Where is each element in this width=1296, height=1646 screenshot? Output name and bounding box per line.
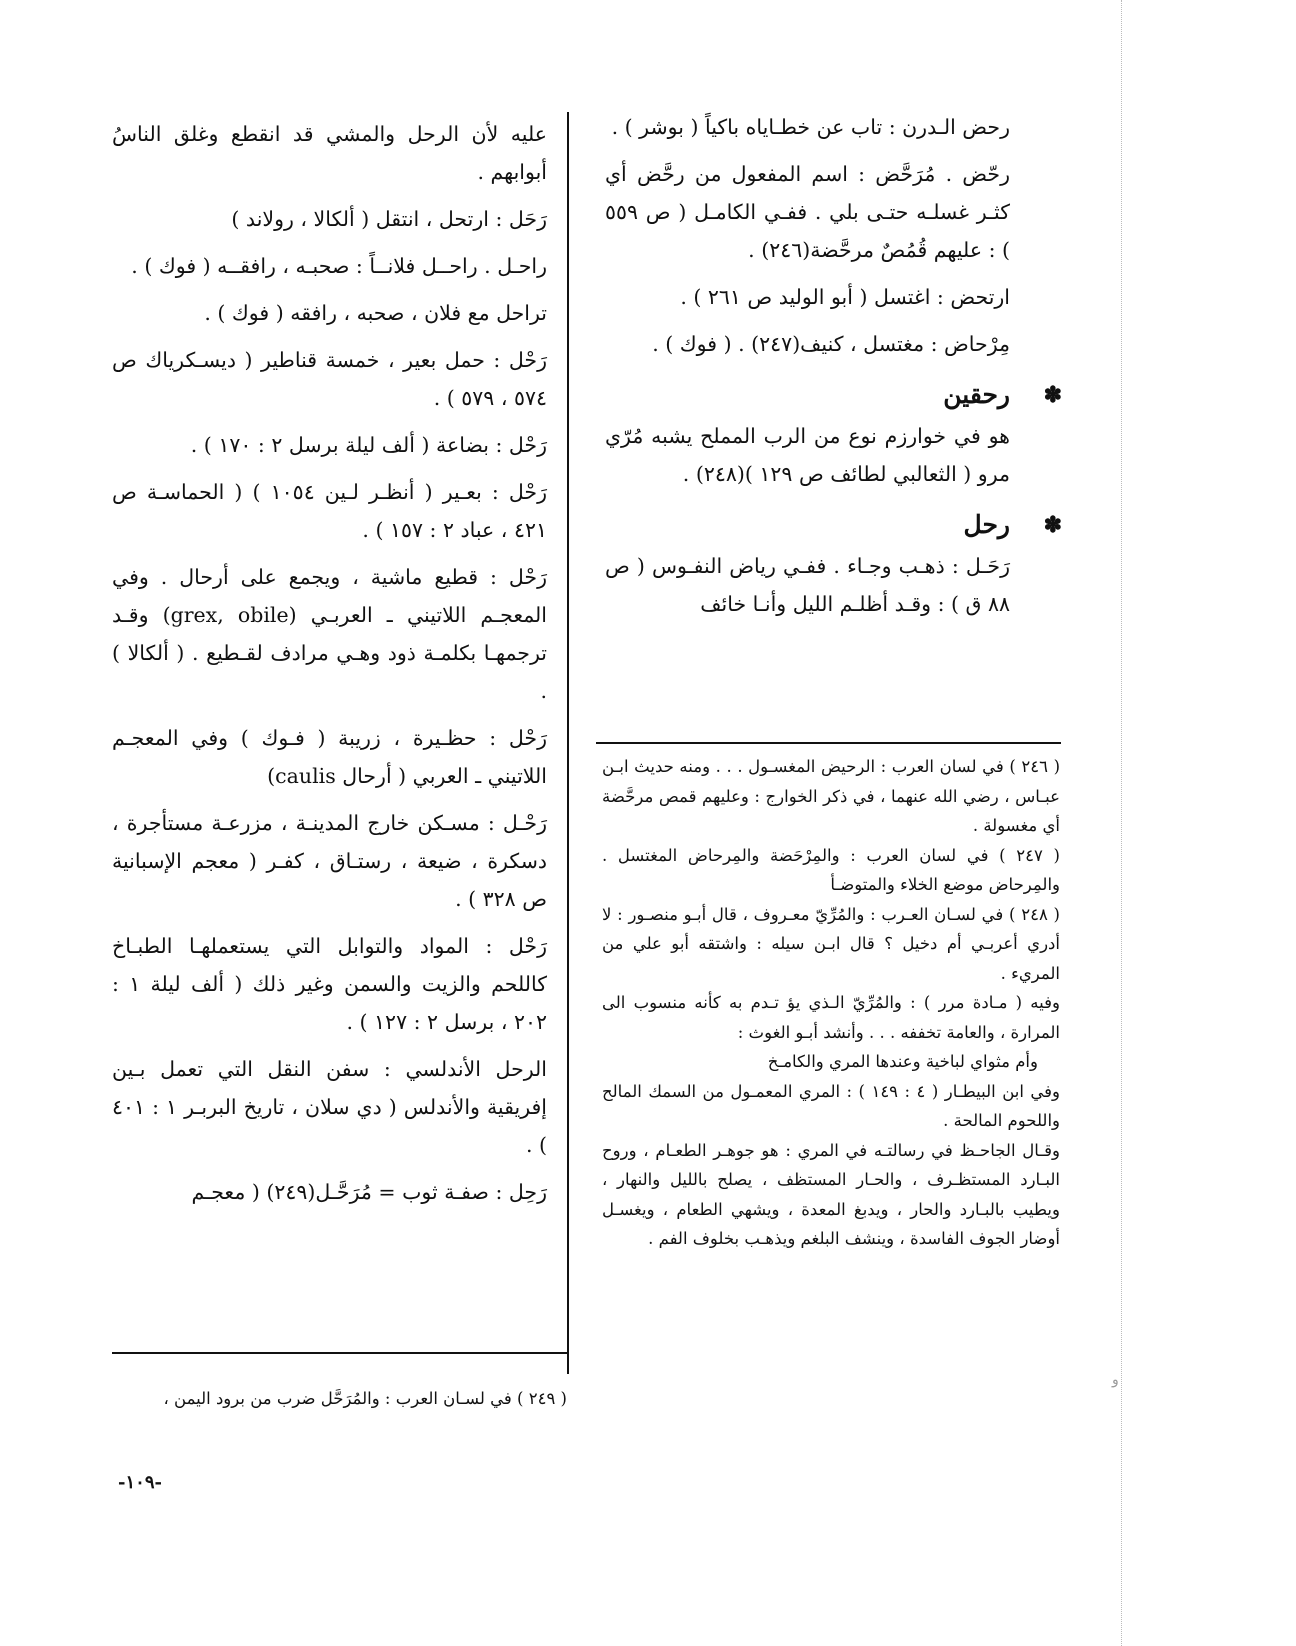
page-number: -١٠٩- — [118, 1472, 162, 1493]
entry-irtahad: ارتحض : اغتسل ( أبو الوليد ص ٢٦١ ) . — [680, 285, 1010, 309]
column-divider — [567, 112, 569, 1374]
heading-rahqin — [605, 375, 1062, 415]
right-column — [605, 108, 1062, 632]
heading-rahl-label: رحل — [963, 510, 1010, 539]
entry-rahl-maskan: رَحْـل : مسـكن خارج المدينـة ، مزرعـة مستأجرة ، دسكرة ، ضيعة ، رستـاق ، كفـر ( معجم الإسبانية ص ٣٢٨ ) . — [112, 811, 547, 911]
entry-rahala-def: رَحَـل : ذهـب وجـاء . ففـي رياض النفـوس ( ص ٨٨ ق ) : وقـد أظلـم الليل وأنـا خائف — [605, 554, 1010, 616]
footnote-249: ( ٢٤٩ ) في لسـان العرب : والمُرَحَّل ضرب من برود اليمن ، — [163, 1388, 567, 1408]
entry-mirhad: مِرْحاض : مغتسل ، كنيف(٢٤٧) . ( فوك ) . — [652, 332, 1010, 356]
footnote-246: ( ٢٤٦ ) في لسان العرب : الرحيض المغسـول . . . ومنه حديث ابـن عبـاس ، رضي الله عنهما ، في ذكر الخوارج : وعليهم قمص مرحَّضة أي مغسولة . — [602, 757, 1061, 835]
footnote-247: ( ٢٤٧ ) في لسان العرب : والمِرْحَضة والمِرحاض المغتسل . والمِرحاض موضع الخلاء والمتوضـأ — [602, 845, 1060, 894]
entry-rahil-thawb: رَحِل : صفـة ثوب = مُرَحَّـل(٢٤٩) ( معجـم — [191, 1180, 547, 1204]
entry-rahl-andalusi: الرحل الأندلسي : سفن النقل التي تعمل بـين إفريقية والأندلس ( دي سلان ، تاريخ البربـر ١ : ٤٠١ ) . — [112, 1057, 547, 1157]
footnote-divider — [596, 742, 1061, 744]
footnote-248-continued: وفيه ( مـادة مرر ) : والمُرِّيّ الـذي يؤ تـدم به كأنه منسوب الى المرارة ، والعامة تخففه . . . وأنشد أبـو الغوث : — [602, 993, 1060, 1042]
footnote-248-jahiz: وقـال الجاحـظ في رسالتـه في المري : هو جوهـر الطعـام ، وروح البـارد المستظـرف ، والحـار المستظف ، يصلح بالليل والنهار ، ويطيب بالبـارد والحار ، ويدبغ المعدة ، ويشهي الطعام ، ويغسـل أوضار الجوف الفاسدة ، وينشف البلغم ويذهـب بخلوف الفم . — [602, 1140, 1060, 1248]
heading-rahqin-label: رحقين — [943, 380, 1010, 409]
footnote-248-verse: وأم مثواي لباخية وعندها المري والكامـخ — [767, 1052, 1038, 1071]
entry-rahl-haml: رَحْل : حمل بعير ، خمسة قناطير ( ديسـكرياك ص ٥٧٤ ، ٥٧٩ ) . — [112, 348, 547, 410]
left-column — [112, 115, 547, 1220]
entry-rahl-bidaa: رَحْل : بضاعة ( ألف ليلة برسل ٢ : ١٧٠ ) . — [190, 433, 547, 457]
right-footnotes — [602, 752, 1060, 1254]
footnote-248-ibn-baytar: وفي ابن البيطـار ( ٤ : ١٤٩ ) : المري المعمـول من السمك المالح واللحوم المالحة . — [602, 1081, 1060, 1130]
asterisk-icon: ✽ — [1043, 382, 1062, 408]
entry-rahl-qati: رَحْل : قطيع ماشية ، ويجمع على أرحال . وفي المعجـم اللاتيني ـ العربـي (grex, obile) وقـد ترجمهـا بكلمـة ذود وهـي مرادف لقـطيع . ( ألكالا ) . — [112, 565, 547, 703]
entry-rahd-durn: رحض الـدرن : تاب عن خطـاياه باكياً ( بوشر ) . — [611, 115, 1010, 139]
entry-rahhad-murahhad: رحّض . مُرَحَّض : اسم المفعول من رحَّض أي كثـر غسلـه حتـى بلي . ففـي الكامـل ( ص ٥٥٩ ) : عليهم قُمُصٌ مرحَّضة(٢٤٦) . — [605, 162, 1010, 262]
entry-continuation: عليه لأن الرحل والمشي قد انقطع وغلق الناسُ أبوابهم . — [112, 122, 547, 184]
asterisk-icon: ✽ — [1043, 512, 1062, 538]
scan-margin-mark: ﻭ — [1112, 1372, 1119, 1388]
entry-rahl-hazira: رَحْل : حظـيرة ، زريبة ( فـوك ) وفي المعجـم اللاتيني ـ العربي ( أرحال caulis) — [112, 726, 547, 788]
footnote-248: ( ٢٤٨ ) في لسـان العـرب : والمُرِّيّ معـروف ، قال أبـو منصـور : لا أدري أعربـي أم دخيل ؟ قال ابـن سيله : واشتقه أبو علي من المريء . — [602, 904, 1060, 983]
footnote-divider-left — [112, 1352, 567, 1354]
entry-tarahal: تراحل مع فلان ، صحبه ، رافقه ( فوك ) . — [204, 301, 547, 325]
entry-rahqin-def: هو في خوارزم نوع من الرب المملح يشبه مُرّي مرو ( الثعالبي لطائف ص ١٢٩ )(٢٤٨) . — [605, 424, 1010, 486]
entry-rahala-irtahal: رَحَل : ارتحل ، انتقل ( ألكالا ، رولاند ) — [231, 207, 547, 231]
entry-rahil: راحـل . راحــل فلانــاً : صحبـه ، رافقــه ( فوك ) . — [131, 254, 547, 278]
scan-margin-line — [1121, 0, 1123, 1646]
heading-rahl — [605, 505, 1062, 545]
entry-rahl-mawad: رَحْل : المواد والتوابل التي يستعملهـا الطبـاخ كاللحم والزيت والسمن وغير ذلك ( ألف ليلة ١ : ٢٠٢ ، برسل ٢ : ١٢٧ ) . — [112, 934, 547, 1034]
entry-rahl-bair: رَحْل : بعـير ( أنظـر لـين ١٠٥٤ ) ( الحماسـة ص ٤٢١ ، عباد ٢ : ١٥٧ ) . — [112, 480, 548, 542]
